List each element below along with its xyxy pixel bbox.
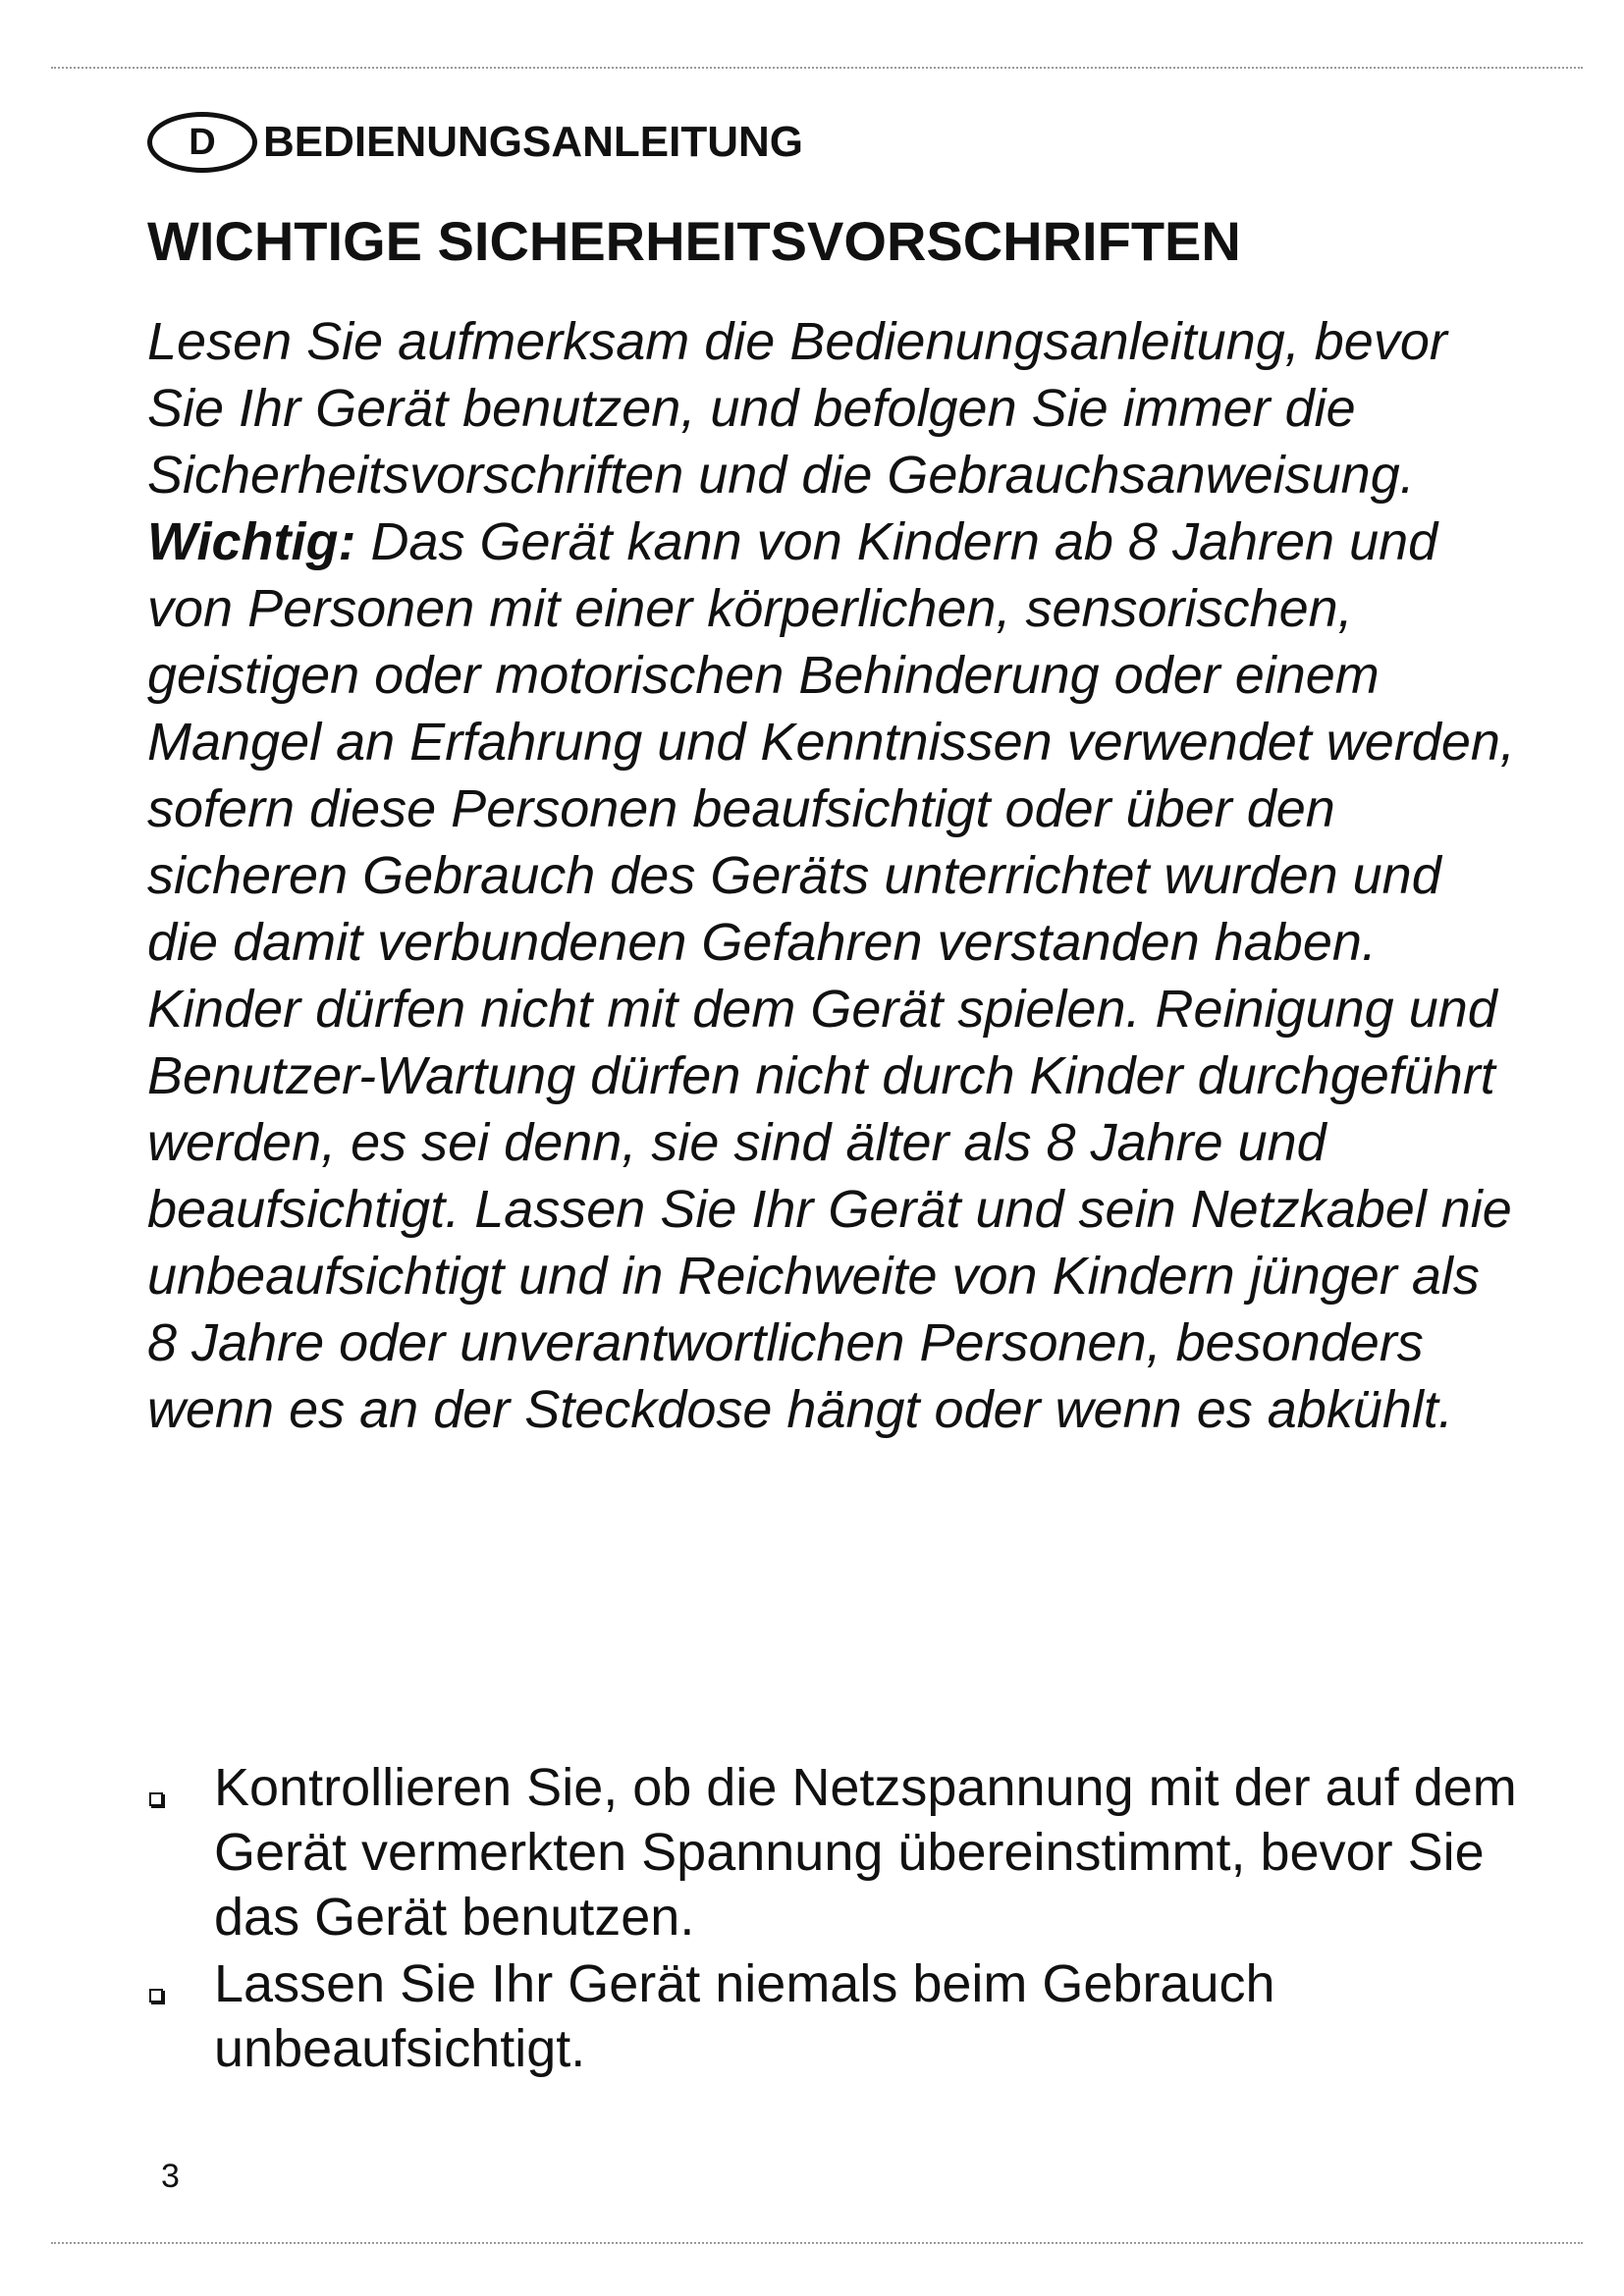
checkbox-bullet-icon (149, 1792, 163, 1806)
important-text: Das Gerät kann von Kindern ab 8 Jahren und von Personen mit einer körperlichen, sensorischen, geistigen oder motorischen Behinderung oder einem Mangel an Erfahrung und Kenntnissen verwendet werden, sofern diese Personen beaufsichtigt oder über den sicheren Gebrauch des Geräts unterrichtet wurden und die damit verbundenen Gefahren verstanden haben. Kinder dürfen nicht mit dem Gerät spielen. Reinigung und Benutzer-Wartung dürfen nicht durch Kinder durchgeführt werden, es sei denn, sie sind älter als 8 Jahre und beaufsichtigt. Lassen Sie Ihr Gerät und sein Netzkabel nie unbeaufsichtigt und in Reichweite von Kindern jünger als 8 Jahre oder unverantwortlichen Personen, besonders wenn es an der Steckdose hängt oder wenn es abkühlt. (147, 512, 1515, 1439)
intro-text: Lesen Sie aufmerksam die Bedienungsanleitung, bevor Sie Ihr Gerät benutzen, und befolgen Sie immer die Sicherheitsvorschriften und die Gebrauchsanweisung. (147, 312, 1447, 505)
safety-intro-paragraph (147, 308, 1522, 1443)
important-label: Wichtig: (147, 512, 356, 571)
language-code: D (189, 122, 216, 163)
language-badge (147, 112, 257, 173)
bullet-text: Kontrollieren Sie, ob die Netzspannung mit der auf dem Gerät vermerkten Spannung übereinstimmt, bevor Sie das Gerät benutzen. (214, 1758, 1517, 1947)
manual-title: BEDIENUNGSANLEITUNG (263, 118, 804, 166)
document-header (147, 110, 803, 175)
page-number: 3 (161, 2158, 180, 2195)
list-item (147, 1951, 1522, 2081)
safety-bullet-list (147, 1755, 1522, 2083)
checkbox-bullet-icon (149, 1989, 163, 2002)
top-divider (51, 67, 1583, 69)
list-item (147, 1755, 1522, 1949)
bullet-text: Lassen Sie Ihr Gerät niemals beim Gebrauch unbeaufsichtigt. (214, 1954, 1275, 2078)
section-heading: WICHTIGE SICHERHEITSVORSCHRIFTEN (147, 210, 1241, 272)
bottom-divider (51, 2242, 1583, 2244)
